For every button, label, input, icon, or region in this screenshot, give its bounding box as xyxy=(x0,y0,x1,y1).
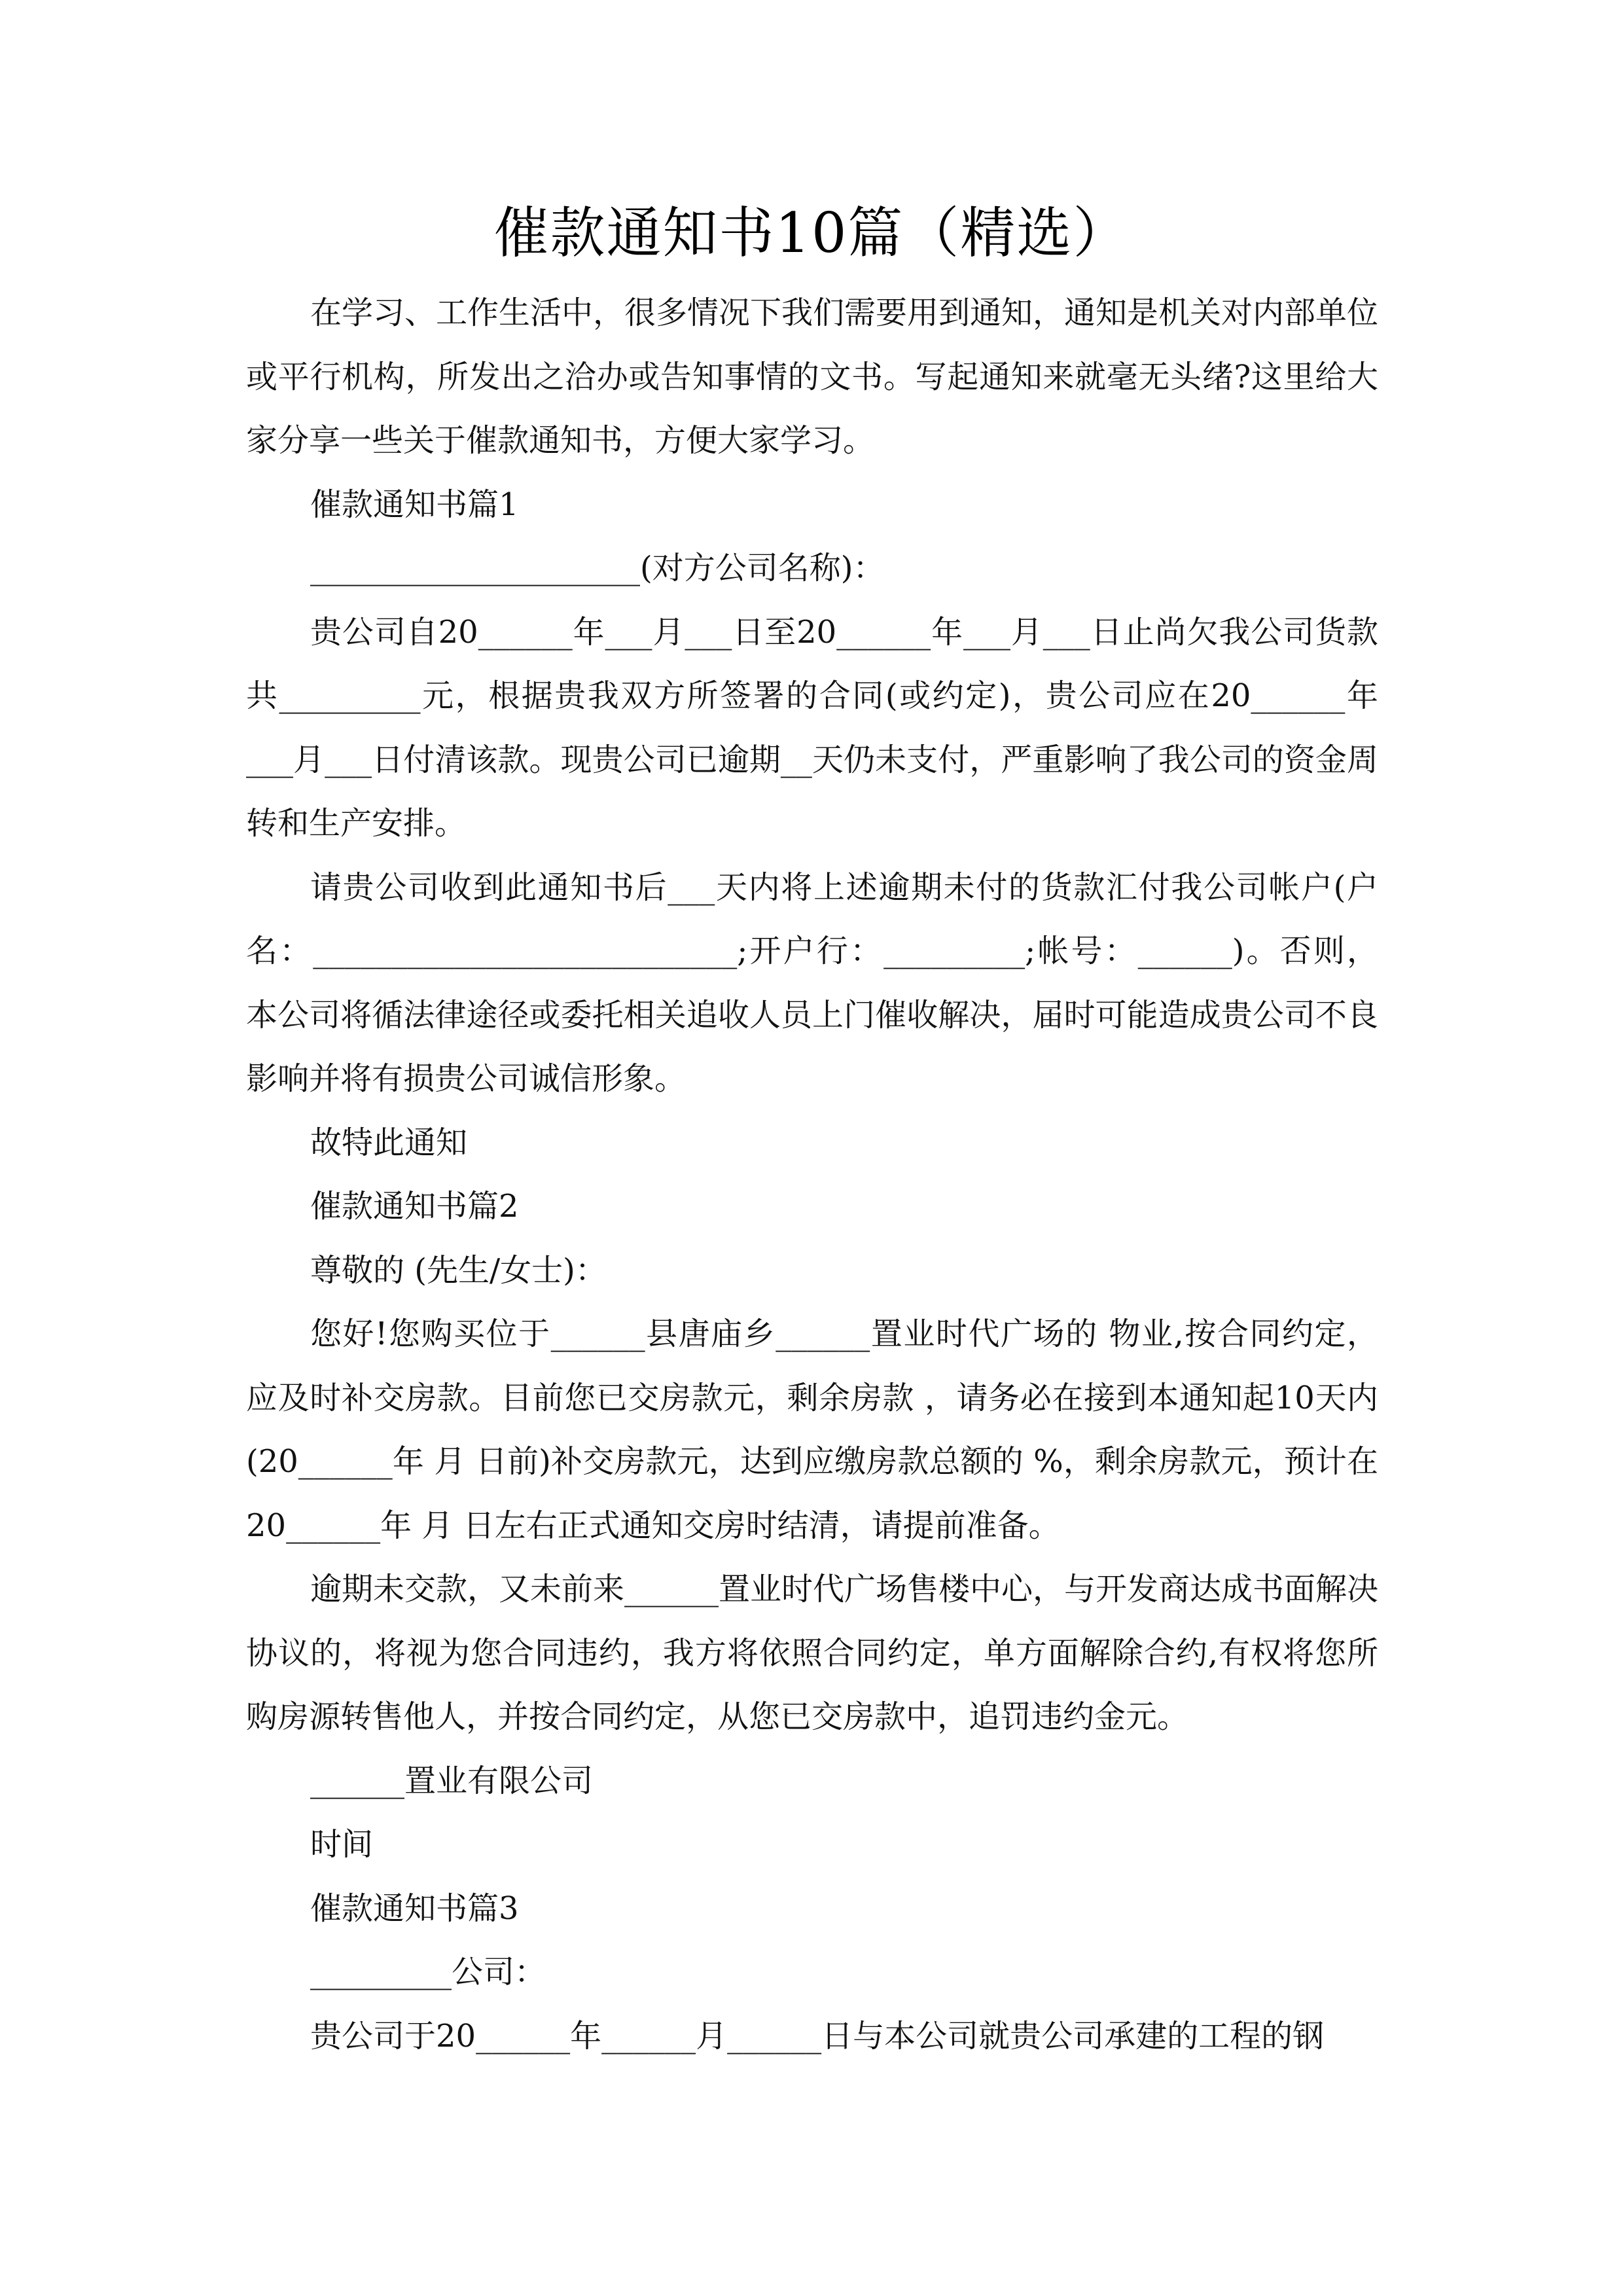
recipient-line: _________公司： xyxy=(310,1954,546,1990)
body-paragraph: 逾期未交款，又未前来______置业时代广场售楼中心，与开发商达成书面解决协议的，将视为您合同违约，我方将依照合同约定，单方面解除合约,有权将您所购房源转售他人，并按合同约定，从您已交房款中，追罚违约金元。 xyxy=(246,1571,1379,1735)
section-heading-3: 催款通知书篇3 xyxy=(310,1890,519,1927)
closing-line: 故特此通知 xyxy=(310,1124,468,1161)
body-paragraph: 贵公司于20______年______月______日与本公司就贵公司承建的工程的钢 xyxy=(310,2017,1325,2054)
document-body xyxy=(246,281,1378,2068)
body-paragraph: 您好!您购买位于______县唐庙乡______置业时代广场的 物业,按合同约定，应及时补交房款。目前您已交房款元，剩余房款 ，请务必在接到本通知起10天内(20______年 月 日前)补交房款元，达到应缴房款总额的 %，剩余房款元，预计在20______年 月 日左右正式通知交房时结清，请提前准备。 xyxy=(246,1316,1378,1544)
salutation-line: 尊敬的 (先生/女士)： xyxy=(310,1251,607,1289)
recipient-line: _____________________(对方公司名称)： xyxy=(310,550,885,586)
section-heading-2: 催款通知书篇2 xyxy=(310,1188,519,1225)
body-paragraph: 请贵公司收到此通知书后___天内将上述逾期未付的货款汇付我公司帐户(户名：___________________________;开户行：_________;帐号：______)。否则，本公司将循法律途径或委托相关追收人员上门催收解决，届时可能造成贵公司不良影响并将有损贵公司诚信形象。 xyxy=(246,869,1378,1097)
signature-company: ______置业有限公司 xyxy=(310,1762,594,1799)
intro-paragraph: 在学习、工作生活中，很多情况下我们需要用到通知，通知是机关对内部单位或平行机构，所发出之洽办或告知事情的文书。写起通知来就毫无头绪?这里给大家分享一些关于催款通知书，方便大家学习。 xyxy=(246,295,1379,459)
section-heading-1: 催款通知书篇1 xyxy=(310,486,519,523)
document-title: 催款通知书10篇（精选） xyxy=(493,201,1130,265)
signature-date: 时间 xyxy=(310,1826,374,1863)
body-paragraph: 贵公司自20______年___月___日至20______年___月___日止尚欠我公司货款共_________元，根据贵我双方所签署的合同(或约定)，贵公司应在20______年___月___日付清该款。现贵公司已逾期__天仍未支付，严重影响了我公司的资金周转和生产安排。 xyxy=(246,613,1378,842)
